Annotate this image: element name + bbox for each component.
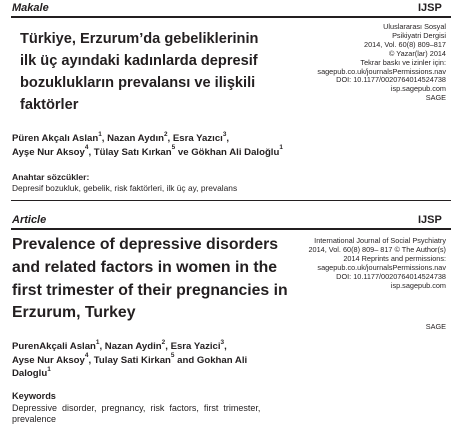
author-name: Nazan Aydın xyxy=(107,133,164,144)
publisher-name-english: SAGE xyxy=(425,322,446,331)
journal-meta-turkish xyxy=(317,23,446,103)
title-line: ilk üç ayındaki kadınlarda depresif xyxy=(20,53,258,69)
meta-line: Uluslararası Sosyal xyxy=(383,22,446,31)
affiliation-mark: 2 xyxy=(161,338,166,346)
meta-line: International Journal of Social Psychiatry xyxy=(314,236,446,245)
meta-line: 2014 Reprints and permissions: xyxy=(343,253,446,263)
author-name: Tulay Sati Kirkan xyxy=(93,354,171,366)
affiliation-mark: 1 xyxy=(98,130,102,138)
keywords-line: prevalence xyxy=(12,414,57,425)
affiliation-mark: 1 xyxy=(95,338,100,346)
author-name: Gökhan Ali Daloğlu xyxy=(191,146,280,158)
title-line: faktörler xyxy=(20,97,79,113)
meta-line: Psikiyatri Dergisi xyxy=(392,30,446,40)
title-line: Prevalence of depressive disorders xyxy=(12,236,279,253)
keywords-english xyxy=(12,403,260,426)
keywords-heading-english: Keywords xyxy=(12,391,56,401)
title-line: Erzurum, Turkey xyxy=(12,304,136,322)
meta-line: isp.sagepub.com xyxy=(390,280,446,290)
meta-line: sagepub.co.uk/journalsPermissions.nav xyxy=(317,262,446,272)
author-name: Daloglu xyxy=(12,368,48,380)
section-label-turkish: Makale xyxy=(12,2,49,14)
author-name: Ayşe Nur Aksoy xyxy=(12,146,85,158)
meta-line: isp.sagepub.com xyxy=(390,84,446,94)
affiliation-mark: 1 xyxy=(279,144,283,152)
article-title-turkish xyxy=(20,28,258,116)
affiliation-mark: 2 xyxy=(163,130,168,138)
author-name: Esra Yazici xyxy=(170,341,221,352)
meta-line: © Yazar(lar) 2014 xyxy=(388,48,446,58)
author-name: Nazan Aydin xyxy=(104,341,162,352)
journal-abbr-turkish: IJSP xyxy=(418,2,442,14)
affiliation-mark: 5 xyxy=(171,144,176,152)
author-name: Ayse Nur Aksoy xyxy=(12,354,85,366)
author-list-turkish xyxy=(12,132,283,159)
author-name: Gokhan Ali xyxy=(196,354,248,366)
affiliation-mark: 4 xyxy=(84,144,89,152)
header-rule-turkish xyxy=(11,16,451,18)
title-line: bozuklukların prevalansı ve ilişkili xyxy=(20,75,256,91)
author-line: Ayşe Nur Aksoy$^4$, Tülay Satı Kırkan$^5$ ve Gökhan Ali Daloğlu$^1$ xyxy=(12,144,283,158)
author-name: PurenAkçali Aslan xyxy=(12,341,96,352)
author-line: PurenAkçali Aslan$^1$, Nazan Aydin$^2$, Esra Yazici$^3$, xyxy=(12,338,227,352)
author-conjunction: and xyxy=(174,354,197,366)
title-line: Türkiye, Erzurum’da gebeliklerinin xyxy=(20,31,259,47)
meta-line: 2014, Vol. 60(8) 809–817 xyxy=(364,39,446,49)
author-conjunction: ve xyxy=(175,146,192,158)
author-line: Püren Akçalı Aslan$^1$, Nazan Aydın$^2$, Esra Yazıcı$^3$, xyxy=(12,130,230,144)
author-name: Tülay Satı Kırkan xyxy=(93,146,172,158)
keywords-line: Depressive disorder, pregnancy, risk factors, first trimester, xyxy=(12,403,261,413)
author-line xyxy=(12,367,247,381)
section-label-english: Article xyxy=(12,214,47,226)
divider-rule xyxy=(11,200,451,201)
header-rule-english xyxy=(11,228,451,230)
meta-line: sagepub.co.uk/journalsPermissions.nav xyxy=(317,66,446,76)
meta-line: 2014, Vol. 60(8) 809– 817 © The Author(s) xyxy=(308,244,446,254)
author-list-english xyxy=(12,340,247,381)
author-name: Esra Yazıcı xyxy=(172,133,223,144)
meta-line: DOI: 10.1177/0020764014524738 xyxy=(336,75,446,85)
meta-line: DOI: 10.1177/0020764014524738 xyxy=(336,271,446,281)
author-line: Ayse Nur Aksoy$^4$, Tulay Sati Kirkan$^5$ and Gokhan Ali xyxy=(12,352,248,366)
affiliation-mark: 1 xyxy=(47,366,51,373)
title-line: first trimester of their pregnancies in xyxy=(12,281,288,299)
affiliation-mark: 4 xyxy=(84,352,89,360)
affiliation-mark: 3 xyxy=(222,130,227,138)
journal-abbr-english: IJSP xyxy=(418,214,442,226)
author-name: Püren Akçalı Aslan xyxy=(12,133,99,144)
affiliation-mark: 3 xyxy=(220,338,225,346)
meta-line: Tekrar baskı ve izinler için: xyxy=(360,57,446,67)
affiliation-mark: 5 xyxy=(170,352,175,360)
journal-meta-english xyxy=(309,237,447,290)
keywords-turkish: Depresif bozukluk, gebelik, risk faktörleri, ilk üç ay, prevalans xyxy=(12,183,238,193)
title-line: and related factors in women in the xyxy=(12,258,278,276)
publisher-name: SAGE xyxy=(425,93,446,103)
article-title-english xyxy=(12,234,288,325)
keywords-heading-turkish: Anahtar sözcükler: xyxy=(12,172,90,182)
